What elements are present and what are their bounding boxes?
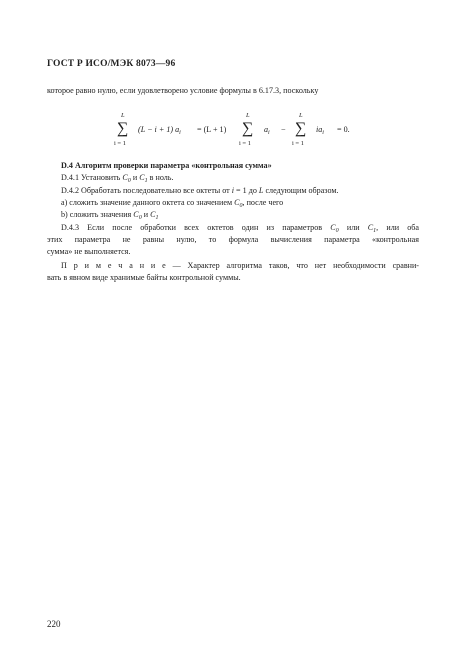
sum3-sigma: ∑	[295, 120, 307, 137]
sum2-sigma: ∑	[242, 120, 254, 137]
sum2-lower-limit: i = 1	[239, 140, 251, 147]
formula-eq1: = (L + 1)	[197, 125, 227, 134]
sum3-lower-limit: i = 1	[292, 140, 304, 147]
paragraph-d42: D.4.2 Обработать последовательно все октеты от i = 1 до L следующим образом.	[61, 186, 339, 195]
sum1-sigma: ∑	[117, 120, 129, 137]
list-item-b: b) сложить значения $C_0$ и $C_1$	[61, 210, 159, 221]
section-title: D.4 Алгоритм проверки параметра «контрольная сумма»	[61, 161, 272, 170]
sum2-upper-limit: L	[246, 112, 250, 119]
note-line1: П р и м е ч а н и е — Характер алгоритма таков, что нет необходимости сравни-	[61, 261, 419, 270]
paragraph-d43-line2: этих параметра не равны нулю, то формула вычисления параметра «контрольная	[47, 235, 419, 244]
sum1-upper-limit: L	[121, 112, 125, 119]
paragraph-d43-line3: сумма» не выполняется.	[47, 247, 131, 256]
intro-line: которое равно нулю, если удовлетворено условие формулы в 6.17.3, поскольку	[47, 86, 319, 95]
page-number: 220	[47, 619, 61, 629]
list-item-a: a) сложить значение данного октета со значением $C_0$, после чего	[61, 198, 284, 209]
formula-result: = 0.	[337, 125, 350, 134]
document-header: ГОСТ Р ИСО/МЭК 8073—96	[47, 59, 176, 69]
checksum-formula	[0, 112, 464, 154]
formula-term1: (L − i + 1) $a_i$	[138, 125, 181, 136]
note-line2: вать в явном виде хранимые байты контрольной суммы.	[47, 273, 241, 282]
formula-term2: $a_i$	[264, 125, 270, 136]
paragraph-d41: D.4.1 Установить $C_0$ и $C_1$ в ноль.	[61, 173, 174, 184]
formula-minus: −	[281, 125, 286, 134]
sum3-upper-limit: L	[299, 112, 303, 119]
formula-term3: $ia_i$	[316, 125, 324, 136]
paragraph-d43-line1: D.4.3 Если после обработки всех октетов один из параметров $C_0$ или $C_1$, или оба	[61, 223, 420, 234]
sum1-lower-limit: i = 1	[114, 140, 126, 147]
